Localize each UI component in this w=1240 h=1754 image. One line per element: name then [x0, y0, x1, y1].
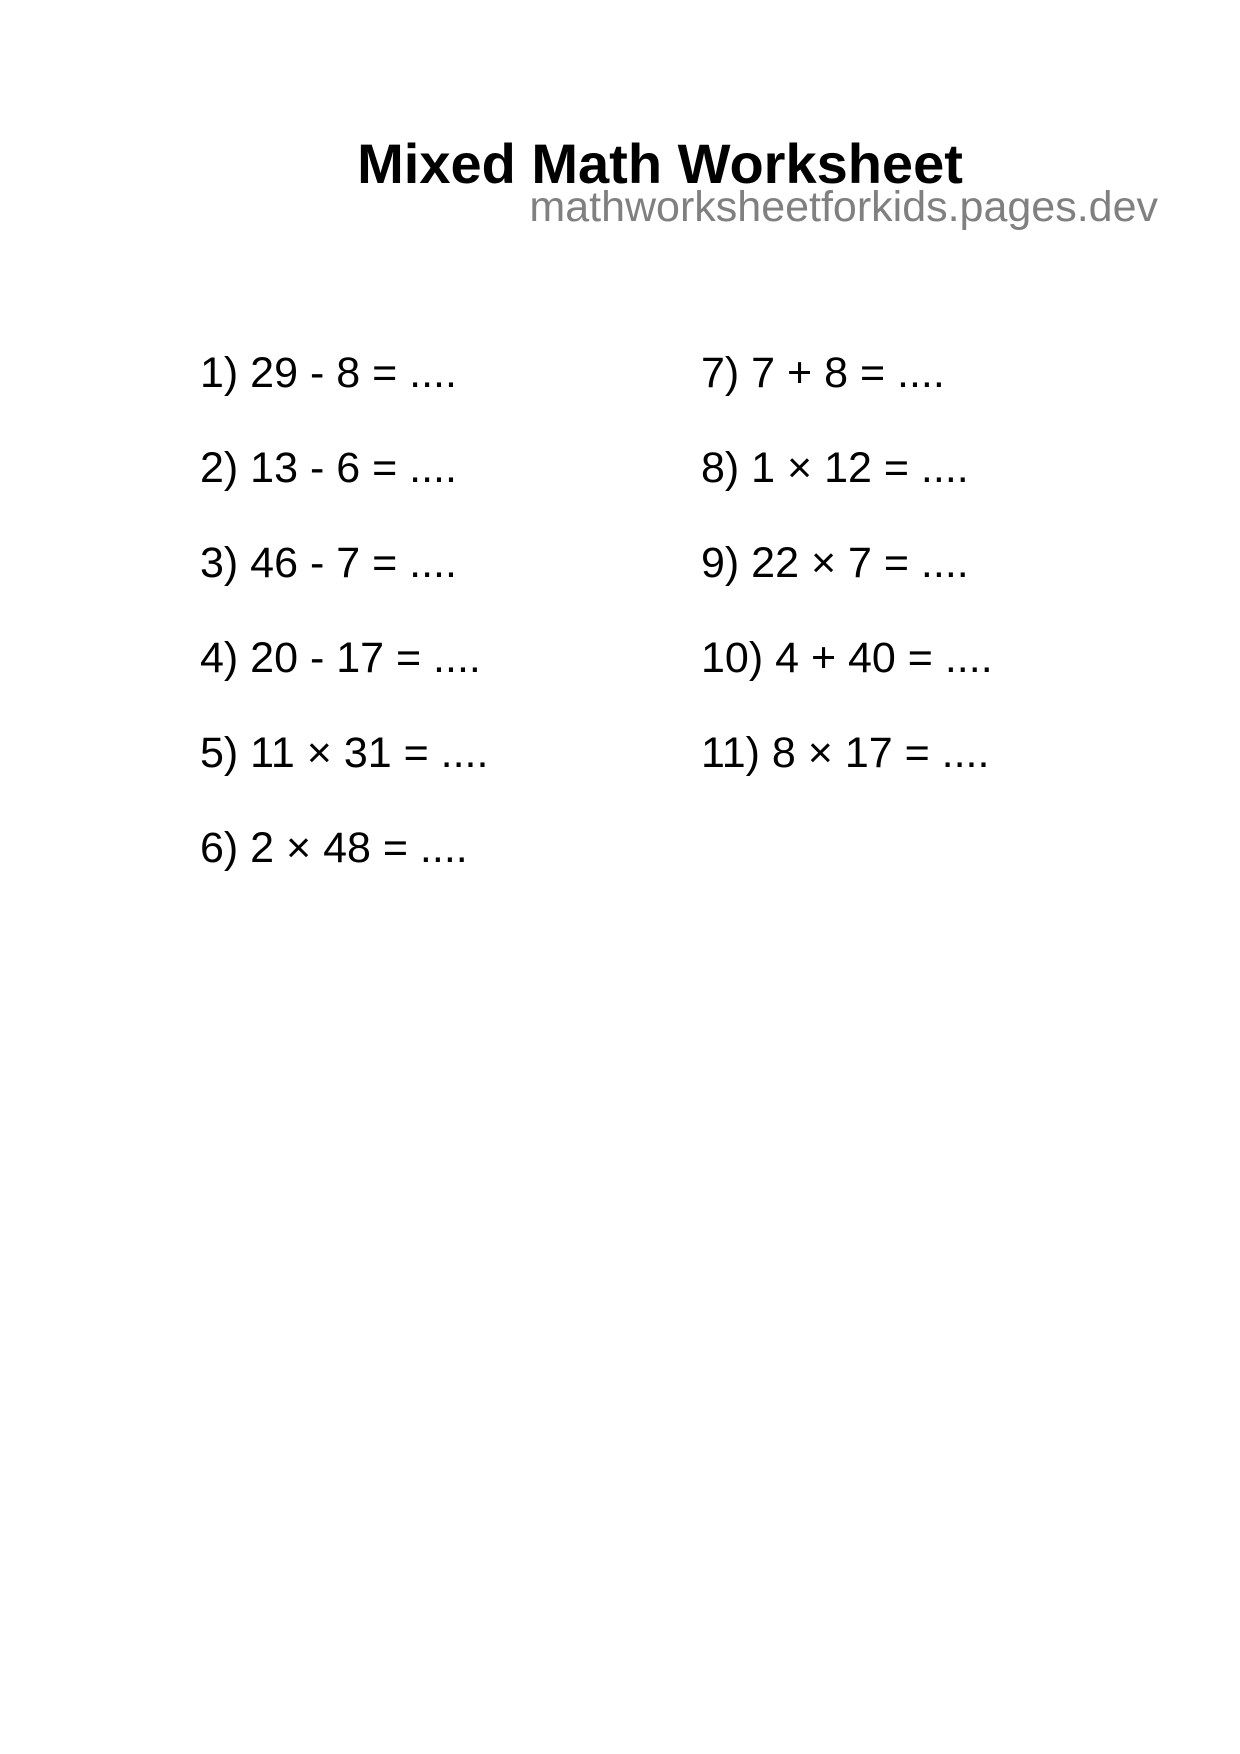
problem-11: 11) 8 × 17 = .... — [701, 729, 990, 777]
problem-5: 5) 11 × 31 = .... — [200, 729, 489, 777]
problem-1: 1) 29 - 8 = .... — [200, 349, 457, 397]
problem-9: 9) 22 × 7 = .... — [701, 539, 969, 587]
problem-column-left — [200, 349, 489, 922]
problem-7: 7) 7 + 8 = .... — [701, 349, 945, 397]
source-url: mathworksheetforkids.pages.dev — [529, 183, 1158, 231]
problem-10: 10) 4 + 40 = .... — [701, 634, 993, 682]
problem-column-right — [701, 349, 993, 827]
problem-4: 4) 20 - 17 = .... — [200, 634, 481, 682]
problem-3: 3) 46 - 7 = .... — [200, 539, 457, 587]
problem-6: 6) 2 × 48 = .... — [200, 824, 468, 872]
problem-8: 8) 1 × 12 = .... — [701, 444, 969, 492]
problem-2: 2) 13 - 6 = .... — [200, 444, 457, 492]
worksheet-title: Mixed Math Worksheet — [357, 131, 963, 195]
